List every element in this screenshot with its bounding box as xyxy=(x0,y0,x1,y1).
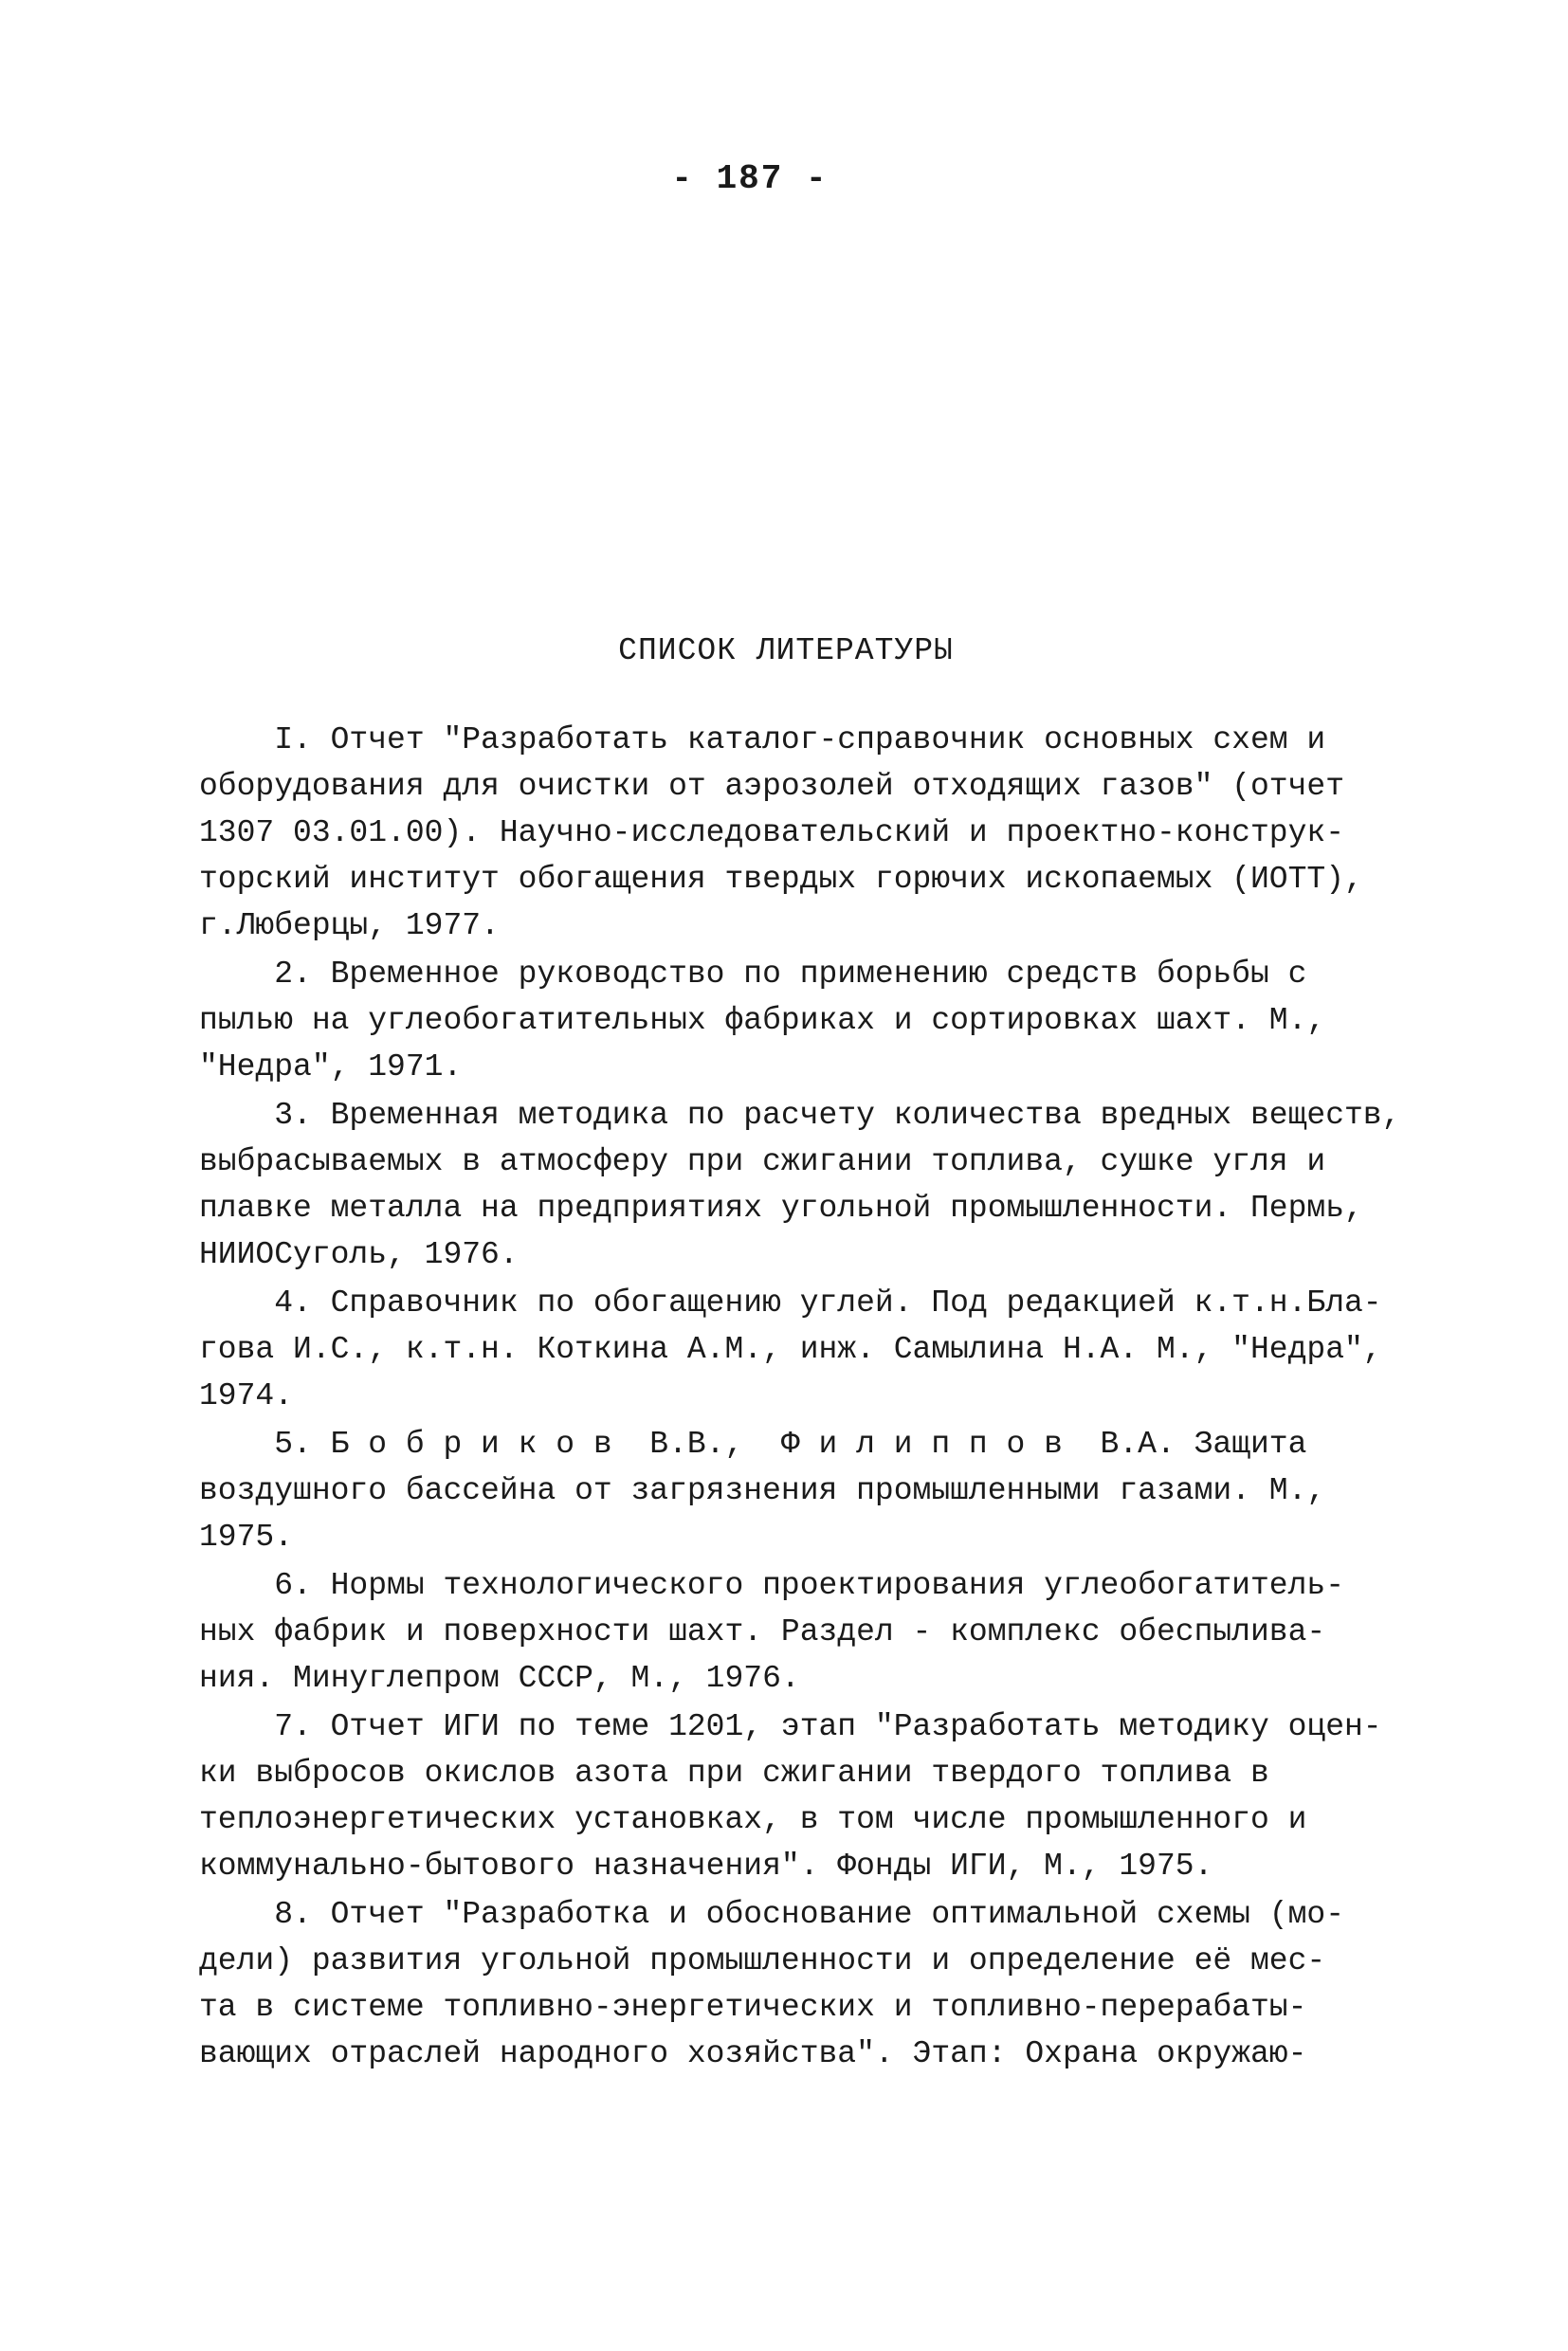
reference-line: дели) развития угольной промышленности и определение её мес- xyxy=(199,1943,1326,1978)
reference-line: 6. Нормы технологического проектирования углеобогатитель- xyxy=(199,1568,1344,1603)
reference-line: выбрасываемых в атмосферу при сжигании топлива, сушке угля и xyxy=(199,1144,1326,1179)
page-number: - 187 - xyxy=(671,159,829,198)
reference-line: 5. Б о б р и к о в В.В., Ф и л и п п о в В.А. Защита xyxy=(199,1427,1307,1462)
reference-line: НИИОСуголь, 1976. xyxy=(199,1237,519,1272)
reference-list xyxy=(199,717,1401,2079)
reference-line: коммунально-бытового назначения". Фонды ИГИ, М., 1975. xyxy=(199,1849,1213,1884)
reference-line: ния. Минуглепром СССР, М., 1976. xyxy=(199,1661,800,1696)
reference-item-3 xyxy=(199,1092,1401,1278)
reference-line: плавке металла на предприятиях угольной промышленности. Пермь, xyxy=(199,1191,1363,1226)
reference-line: оборудования для очистки от аэрозолей отходящих газов" (отчет xyxy=(199,769,1344,804)
reference-line: пылью на углеобогатительных фабриках и сортировках шахт. М., xyxy=(199,1003,1326,1038)
reference-line: "Недра", 1971. xyxy=(199,1049,463,1084)
reference-line: 7. Отчет ИГИ по теме 1201, этап "Разработать методику оцен- xyxy=(199,1709,1382,1744)
reference-line: ки выбросов окислов азота при сжигании твердого топлива в xyxy=(199,1756,1269,1791)
reference-line: гова И.С., к.т.н. Коткина А.М., инж. Самылина Н.А. М., "Недра", xyxy=(199,1332,1382,1367)
reference-item-5 xyxy=(199,1421,1384,1560)
reference-item-7 xyxy=(199,1704,1384,1889)
reference-line: 8. Отчет "Разработка и обоснование оптимальной схемы (мо- xyxy=(199,1897,1344,1932)
reference-line: 1307 03.01.00). Научно-исследовательский и проектно-конструк- xyxy=(199,815,1344,850)
reference-line: торский институт обогащения твердых горючих ископаемых (ИОТТ), xyxy=(199,862,1363,897)
bibliography-heading: СПИСОК ЛИТЕРАТУРЫ xyxy=(618,633,954,668)
reference-line: 4. Справочник по обогащению углей. Под редакцией к.т.н.Бла- xyxy=(199,1285,1382,1321)
reference-line: 2. Временное руководство по применению средств борьбы с xyxy=(199,957,1307,992)
reference-line: 1975. xyxy=(199,1520,294,1555)
reference-line: теплоэнергетических установках, в том числе промышленного и xyxy=(199,1802,1307,1837)
reference-line: та в системе топливно-энергетических и топливно-перерабаты- xyxy=(199,1990,1307,2025)
reference-line: вающих отраслей народного хозяйства". Этап: Охрана окружаю- xyxy=(199,2036,1307,2071)
reference-line: г.Люберцы, 1977. xyxy=(199,908,500,943)
reference-item-4 xyxy=(199,1280,1384,1419)
reference-line: I. Отчет "Разработать каталог-справочник основных схем и xyxy=(199,722,1326,757)
reference-item-8 xyxy=(199,1891,1384,2077)
reference-line: 3. Временная методика по расчету количества вредных веществ, xyxy=(199,1098,1401,1133)
reference-line: воздушного бассейна от загрязнения промышленными газами. М., xyxy=(199,1473,1326,1508)
reference-item-2 xyxy=(199,951,1384,1090)
reference-line: 1974. xyxy=(199,1378,294,1413)
reference-item-6 xyxy=(199,1562,1384,1702)
reference-item-1 xyxy=(199,717,1384,949)
reference-line: ных фабрик и поверхности шахт. Раздел - комплекс обеспылива- xyxy=(199,1614,1326,1649)
